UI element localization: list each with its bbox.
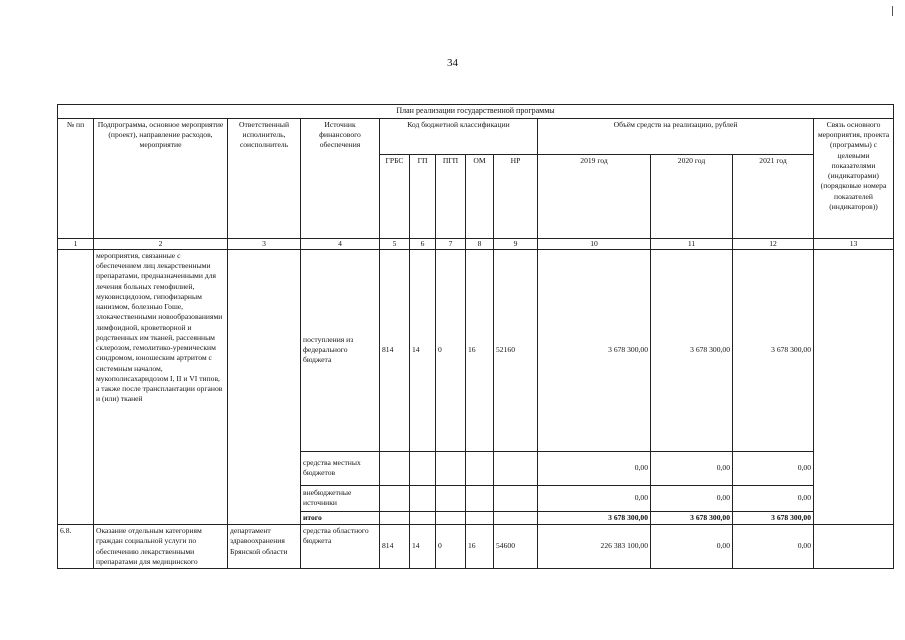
block1-pgp: 0 (436, 249, 466, 451)
block1-2021: 0,00 (733, 485, 814, 511)
block1-om (466, 451, 494, 485)
program-plan-table (57, 104, 894, 569)
block1-2021: 3 678 300,00 (733, 249, 814, 451)
block2-source: средства областного бюджета (301, 525, 380, 569)
header-nr: НР (494, 154, 538, 238)
block1-link (814, 249, 894, 524)
block1-source: поступления из федерального бюджета (301, 249, 380, 451)
block1-executor (228, 249, 301, 524)
block1-gp: 14 (410, 249, 436, 451)
col-num: 13 (814, 238, 894, 249)
header-subprogram: Подпрограмма, основное мероприятие (проект), направление расходов, мероприятие (94, 118, 228, 238)
block1-gp (410, 451, 436, 485)
block1-2020: 0,00 (651, 451, 733, 485)
block1-om (466, 485, 494, 511)
scan-mark (892, 6, 893, 16)
block1-2019: 3 678 300,00 (538, 249, 651, 451)
block1-pgp (436, 485, 466, 511)
block1-source: средства местных бюджетов (301, 451, 380, 485)
block1-gp (410, 485, 436, 511)
header-num: № пп (58, 118, 94, 238)
block1-om: 16 (466, 249, 494, 451)
block1-pgp (436, 451, 466, 485)
block1-total-label: итого (301, 511, 380, 524)
header-pgp: ПГП (436, 154, 466, 238)
header-2020: 2020 год (651, 154, 733, 238)
column-numbers-row (58, 238, 894, 249)
header-volume: Объём средств на реализацию, рублей (538, 118, 814, 154)
block2-2019: 226 383 100,00 (538, 525, 651, 569)
table-row (58, 249, 894, 451)
header-executor: Ответственный исполнитель, соисполнитель (228, 118, 301, 238)
block2-om: 16 (466, 525, 494, 569)
col-num: 10 (538, 238, 651, 249)
block1-description: мероприятия, связанные с обеспечением лиц лекарственными препаратами, предназначенными для лечения больных гемофилией, муковисцидозом, гипофизарным нанизмом, болезнью Гоше, злокачественными новообразованиями лимфоидной, кроветворной и родственных им тканей, рассеянным склерозом, гемолитико-уремическим синдромом, юношеским артритом с системным началом, мукополисахаридозом I, II и VI типов, а также после трансплантации органов и (или) тканей (94, 249, 228, 524)
block1-total-2021: 3 678 300,00 (733, 511, 814, 524)
header-budget-code: Код бюджетной классификации (380, 118, 538, 154)
block2-2021: 0,00 (733, 525, 814, 569)
header-2019: 2019 год (538, 154, 651, 238)
table-title: План реализации государственной программы (58, 105, 894, 119)
col-num: 8 (466, 238, 494, 249)
block1-total-2020: 3 678 300,00 (651, 511, 733, 524)
header-om: ОМ (466, 154, 494, 238)
block1-nr (494, 511, 538, 524)
block2-2020: 0,00 (651, 525, 733, 569)
block1-num (58, 249, 94, 524)
block1-2020: 0,00 (651, 485, 733, 511)
col-num: 3 (228, 238, 301, 249)
header-link: Связь основного мероприятия, проекта (программы) с целевыми показателями (индикаторами) (порядковые номера показателей (индикаторов)) (814, 118, 894, 238)
block1-2021: 0,00 (733, 451, 814, 485)
col-num: 5 (380, 238, 410, 249)
col-num: 2 (94, 238, 228, 249)
block1-pgp (436, 511, 466, 524)
block1-grbs (380, 485, 410, 511)
header-gp: ГП (410, 154, 436, 238)
header-grbs: ГРБС (380, 154, 410, 238)
block1-2020: 3 678 300,00 (651, 249, 733, 451)
table-row (58, 525, 894, 569)
block1-grbs: 814 (380, 249, 410, 451)
col-num: 4 (301, 238, 380, 249)
block1-om (466, 511, 494, 524)
block2-pgp: 0 (436, 525, 466, 569)
col-num: 6 (410, 238, 436, 249)
col-num: 12 (733, 238, 814, 249)
block1-grbs (380, 451, 410, 485)
block1-nr (494, 451, 538, 485)
col-num: 11 (651, 238, 733, 249)
col-num: 9 (494, 238, 538, 249)
block1-nr: 52160 (494, 249, 538, 451)
block2-gp: 14 (410, 525, 436, 569)
col-num: 7 (436, 238, 466, 249)
header-2021: 2021 год (733, 154, 814, 238)
block2-nr: 54600 (494, 525, 538, 569)
block2-grbs: 814 (380, 525, 410, 569)
block2-description: Оказание отдельным категориям граждан социальной услуги по обеспечению лекарственными препаратами для медицинского (94, 525, 228, 569)
col-num: 1 (58, 238, 94, 249)
header-source: Источник финансового обеспечения (301, 118, 380, 238)
block2-link (814, 525, 894, 569)
block1-2019: 0,00 (538, 451, 651, 485)
block1-2019: 0,00 (538, 485, 651, 511)
block1-gp (410, 511, 436, 524)
block1-grbs (380, 511, 410, 524)
page-number: 34 (447, 57, 458, 69)
block2-executor: департамент здравоохранения Брянской области (228, 525, 301, 569)
block1-total-2019: 3 678 300,00 (538, 511, 651, 524)
block1-nr (494, 485, 538, 511)
block2-num: 6.8. (58, 525, 94, 569)
block1-source: внебюджетные источники (301, 485, 380, 511)
